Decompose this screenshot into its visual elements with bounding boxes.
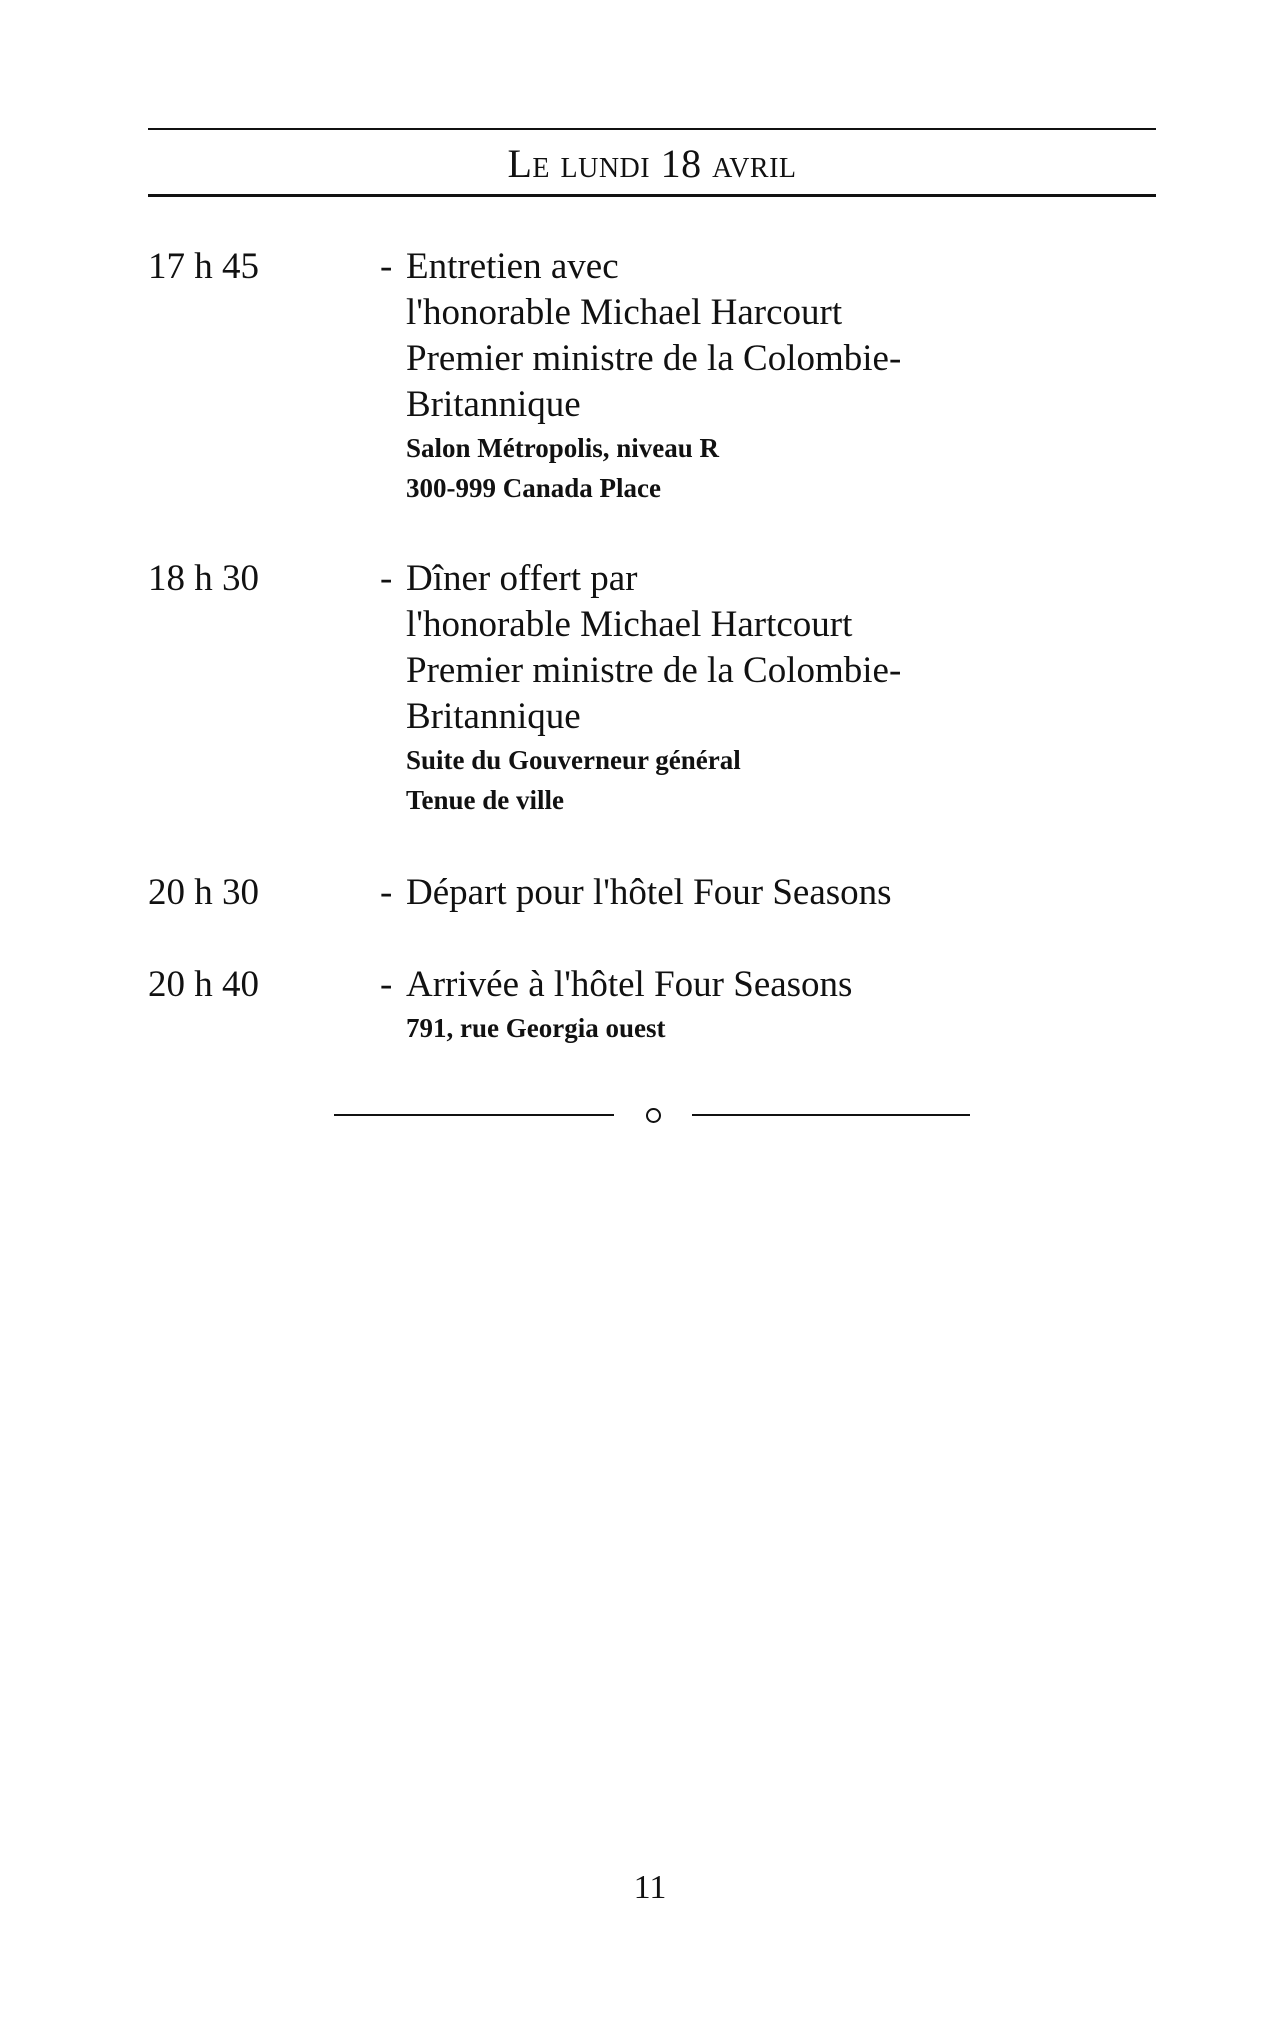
header-top-rule — [148, 128, 1156, 130]
entry-details — [406, 870, 1156, 916]
entry-location-line: 300-999 Canada Place — [406, 473, 661, 503]
entry-description-line: Premier ministre de la Colombie- — [406, 338, 902, 379]
entry-details — [406, 244, 1156, 508]
entry-description-line: Départ pour l'hôtel Four Seasons — [406, 872, 892, 913]
entry-description-line: Arrivée à l'hôtel Four Seasons — [406, 964, 853, 1005]
entry-time: 20 h 30 — [148, 872, 259, 913]
ornament-circle-icon — [646, 1108, 661, 1123]
entry-dress-code-line: Tenue de ville — [406, 785, 565, 815]
entry-description-line: l'honorable Michael Hartcourt — [406, 604, 853, 645]
page-number: 11 — [633, 1869, 667, 1906]
entry-dash: - — [380, 964, 393, 1005]
entry-location-line: Suite du Gouverneur général — [406, 745, 741, 775]
entry-location-line: 791, rue Georgia ouest — [406, 1013, 666, 1043]
entry-dash: - — [380, 558, 393, 599]
entry-time: 17 h 45 — [148, 246, 259, 287]
entry-description-line: Britannique — [406, 696, 581, 737]
entry-time: 20 h 40 — [148, 964, 259, 1005]
header-bottom-rule — [148, 194, 1156, 197]
entry-description-line: Britannique — [406, 384, 581, 425]
entry-description-line: Dîner offert par — [406, 558, 638, 599]
ornament-rule-right — [692, 1114, 970, 1116]
entry-description-line: l'honorable Michael Harcourt — [406, 292, 843, 333]
ornament-rule-left — [334, 1114, 614, 1116]
page-title: Le lundi 18 avril — [507, 141, 797, 186]
entry-dash: - — [380, 246, 393, 287]
entry-description-line: Entretien avec — [406, 246, 619, 287]
entry-time: 18 h 30 — [148, 558, 259, 599]
entry-details — [406, 962, 1156, 1048]
entry-location-line: Salon Métropolis, niveau R — [406, 433, 720, 463]
entry-details — [406, 556, 1156, 820]
entry-dash: - — [380, 872, 393, 913]
entry-description-line: Premier ministre de la Colombie- — [406, 650, 902, 691]
